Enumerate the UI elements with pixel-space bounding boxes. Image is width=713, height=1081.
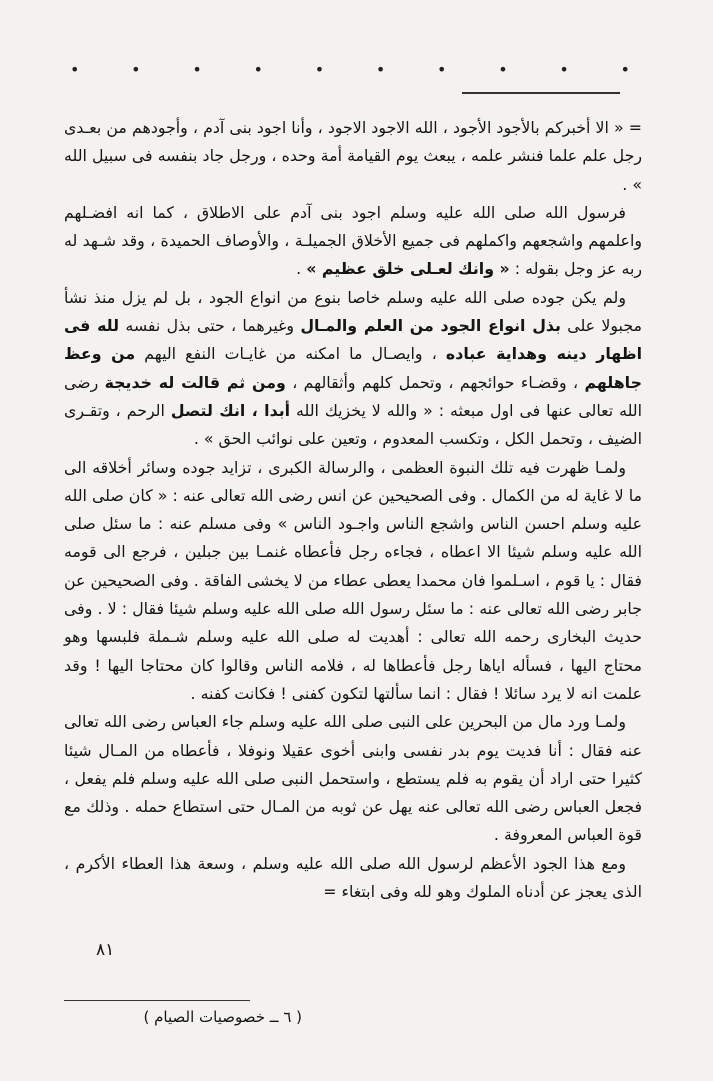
- emphasis-text: أبدا ، انك لتصل: [170, 400, 291, 420]
- dot: •: [559, 60, 569, 79]
- dot: •: [314, 60, 325, 79]
- emphasis-text: ومن ثم قالت له خديجة: [104, 372, 286, 392]
- dot: •: [70, 60, 80, 79]
- dot: •: [253, 60, 263, 79]
- paragraph-3: [64, 284, 642, 454]
- paragraph-6: ومع هذا الجود الأعظم لرسول الله صلى الله عليه وسلم ، وسعة هذا العطاء الأكرم ، الذى يعجز عن أدناه الملوك وهو لله وفى ابتغاء =: [64, 853, 642, 902]
- paragraph-2-end: .: [296, 259, 307, 279]
- dot: •: [498, 60, 508, 79]
- dot: •: [437, 60, 447, 79]
- emphasis-text: بذل انواع الجود من العلم والمـال: [300, 316, 561, 336]
- dot: •: [192, 60, 202, 79]
- dot: •: [131, 60, 141, 79]
- paragraph-3-text: ، وايصـال ما امكنه من غايـات النفع اليهم: [135, 344, 446, 364]
- paragraph-3-text: ، وقضـاء حوائجهم ، وتحمل كلهم وأثقالهم ،: [285, 372, 585, 392]
- page-number: ٨١: [96, 940, 115, 960]
- body-text: [64, 114, 642, 906]
- paragraph-4: ولمـا ظهرت فيه تلك النبوة العظمى ، والرسالة الكبرى ، تزايد جوده وسائر أخلاقه الى ما لا غاية له من الكمال . وفى الصحيحين عن انس رضى الله تعالى عنه : « كان صلى الله عليه وسلم احسن الناس واشجع الناس واجـود الناس » وفى مسلم عنه : ما سئل صلى الله عليه وسلم شيئا الا اعطاه ، فجاءه رجل فأعطاه غنمـا بين جبلين ، فرجع الى قومه فقال : يا قوم ، اسـلموا فان محمدا يعطى عطاء من لا يخشى الفاقة . وفى الصحيحين عن جابر رضى الله تعالى عنه : ما سئل رسول الله صلى الله عليه وسلم شيئا فقال : لا . وفى حديث البخارى رحمه الله تعالى : أهديت له صلى الله عليه وسلم شـملة فلبسها وهو محتاج اليها ، فسأله اياها رجل فأعطاها له ، فلامه الناس وقالوا كان محتاجا اليها ! وقد علمت انه لا يرد سائلا ! فقال : انما سألتها لتكون كفنى ! فكانت كفنه .: [64, 457, 642, 703]
- paragraph-2: [64, 199, 642, 284]
- header-dots: [70, 62, 630, 78]
- footer-signature: ( ٦ ــ خصوصيات الصيام ): [143, 1008, 302, 1026]
- paragraph-3-text: رضى الله تعالى عنها فى اول مبعثه : « والله لا يخزيك الله: [64, 372, 642, 420]
- paragraph-5: ولمـا ورد مال من البحرين على النبى صلى الله عليه وسلم جاء العباس رضى الله تعالى عنه فقال : أنا فديت يوم بدر نفسى وابنى أخوى عقيلا ونوفلا ، فأعطاه من المـال شيئا كثيرا حتى اراد أن يقوم به فلم يستطع ، واستحمل النبى صلى الله عليه وسلم فلم يفعل ، فجعل العباس رضى الله تعالى عنه يهل عن ثوبه من المـال حتى استطاع حمله . وذلك مع قوة العباس المعروفة .: [64, 712, 642, 845]
- emphasis-text: لله فى اظهار دينه وهداية عباده: [64, 316, 642, 364]
- header-rule: [462, 92, 620, 94]
- emphasis-text: من وعظ جاهلهم: [64, 344, 642, 392]
- paragraph-1: = « الا أخبركم بالأجود الأجود ، الله الاجود الاجود ، وأنا اجود بنى آدم ، وأجودهم من بعـدى رجل علم علما فنشر علمه ، يبعث يوم القيامة أمة وحده ، ورجل جاد بنفسه فى سبيل الله » .: [64, 118, 642, 194]
- footer-rule: [64, 1000, 250, 1001]
- paragraph-2-text: فرسول الله صلى الله عليه وسلم اجود بنى آدم على الاطلاق ، كما انه افضـلهم واعلمهم واشجعهم واكملهم فى جميع الأخلاق الجميلـة ، والأوصاف الحميدة ، وقد شـهد له ربه عز وجل بقوله :: [64, 202, 642, 279]
- paragraph-3-text: الرحم ، وتقـرى الضيف ، وتحمل الكل ، وتكسب المعدوم ، وتعين على نوائب الحق » .: [64, 400, 642, 449]
- paragraph-3-text: ولم يكن جوده صلى الله عليه وسلم خاصا بنوع من انواع الجود ، بل لم يزل منذ نشأ مجبولا على: [64, 287, 642, 336]
- dot: •: [375, 60, 386, 79]
- quran-quote: « وانك لعـلى خلق عظيم »: [306, 259, 510, 279]
- dot: •: [620, 60, 630, 79]
- paragraph-3-text: وغيرهما ، حتى بذل نفسه: [119, 316, 301, 336]
